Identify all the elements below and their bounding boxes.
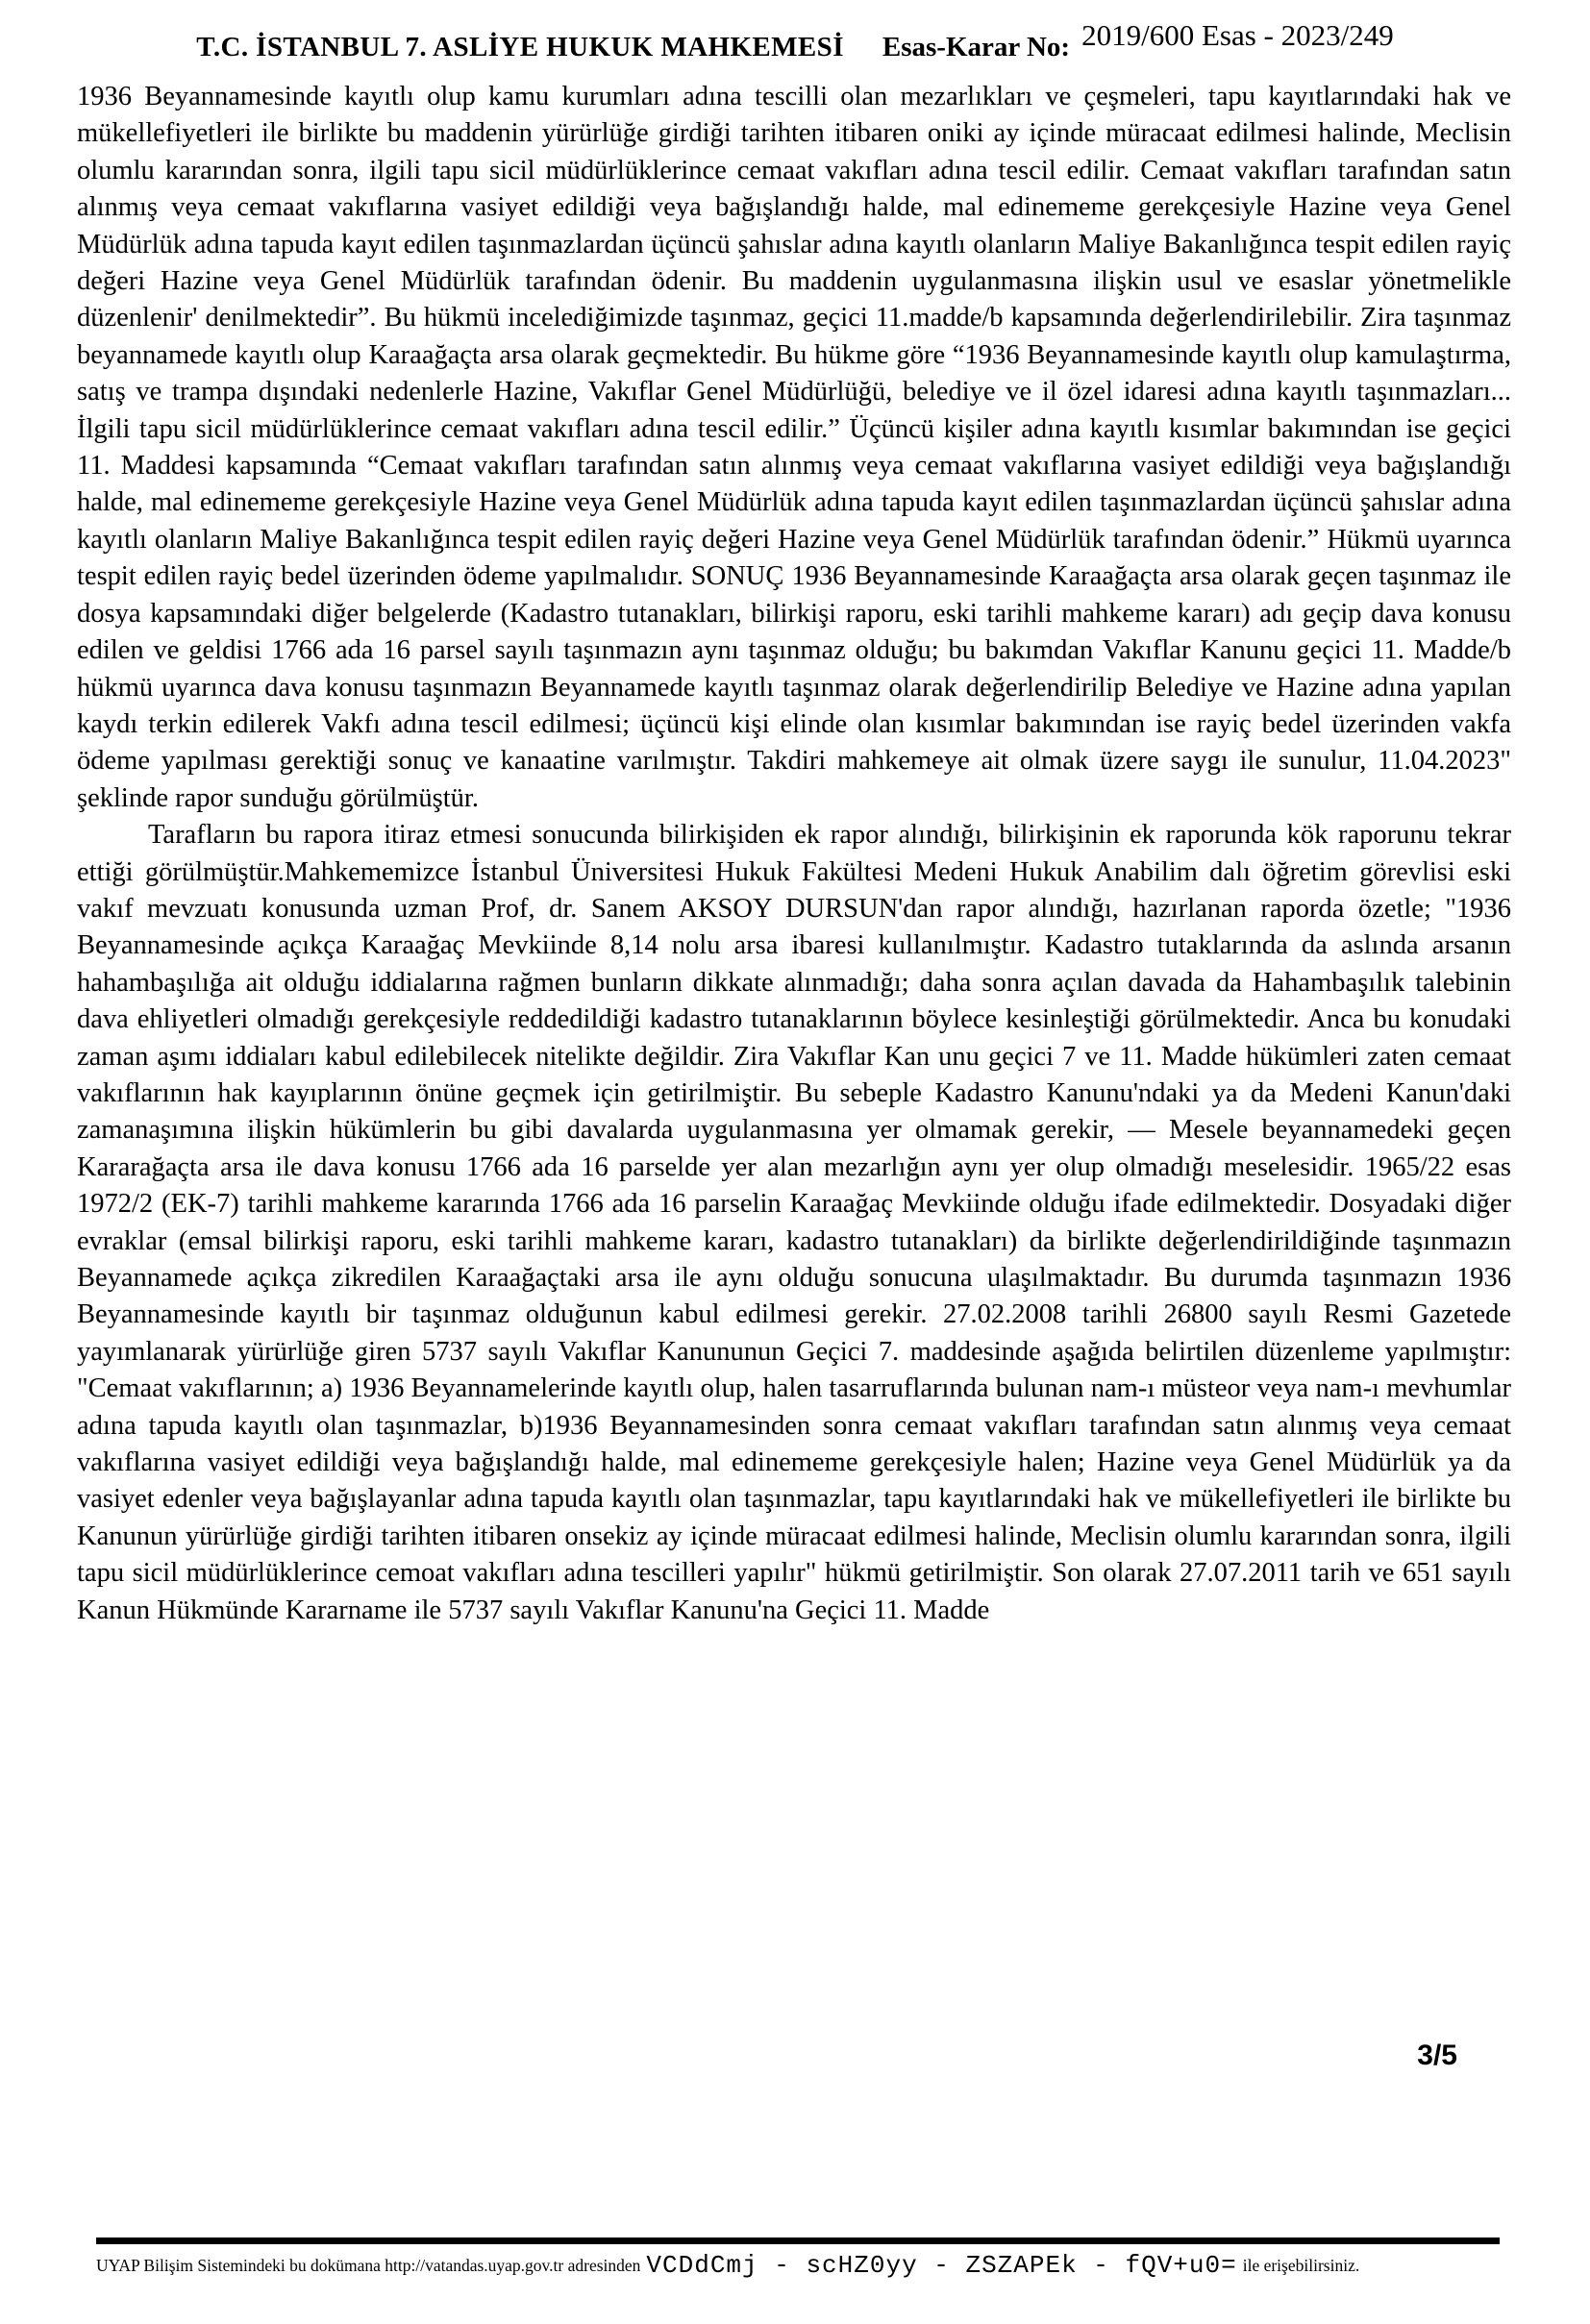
document-header	[0, 18, 1590, 63]
footer-access-code: VCDdCmj - scHZ0yy - ZSZAPEk - fQV+u0=	[646, 2251, 1237, 2280]
footer-access-line	[96, 2251, 1500, 2280]
page-number: 3/5	[1417, 2040, 1457, 2071]
footer-suffix-text: ile erişebilirsiniz.	[1242, 2255, 1360, 2275]
esas-karar-value: 2019/600 Esas - 2023/249	[1081, 18, 1394, 52]
document-body	[77, 79, 1511, 1629]
footer-divider	[96, 2237, 1500, 2244]
document-footer	[96, 2237, 1500, 2280]
court-title: T.C. İSTANBUL 7. ASLİYE HUKUK MAHKEMESİ	[196, 32, 844, 62]
esas-karar-label: Esas-Karar No:	[882, 32, 1071, 62]
body-paragraph-1: 1936 Beyannamesinde kayıtlı olup kamu kurumları adına tescilli olan mezarlıkları ve çeşmeleri, tapu kayıtlarındaki hak ve mükellefiyetleri ile birlikte bu maddenin yürürlüğe girdiği tarihten itibaren oniki ay içinde müracaat edilmesi halinde, Meclisin olumlu kararından sonra, ilgili tapu sicil müdürlüklerince cemaat vakıfları adına tescil edilir. Cemaat vakıfları tarafından satın alınmış veya cemaat vakıflarına vasiyet edildiği veya bağışlandığı halde, mal edinememe gerekçesiyle Hazine veya Genel Müdürlük adına tapuda kayıt edilen taşınmazlardan üçüncü şahıslar adına kayıtlı olanların Maliye Bakanlığınca tespit edilen rayiç değeri Hazine veya Genel Müdürlük tarafından ödenir. Bu maddenin uygulanmasına ilişkin usul ve esaslar yönetmelikle düzenlenir' denilmektedir”. Bu hükmü incelediğimizde taşınmaz, geçici 11.madde/b kapsamında değerlendirilebilir. Zira taşınmaz beyannamede kayıtlı olup Karaağaçta arsa olarak geçmektedir. Bu hükme göre “1936 Beyannamesinde kayıtlı olup kamulaştırma, satış ve trampa dışındaki nedenlerle Hazine, Vakıflar Genel Müdürlüğü, belediye ve il özel idaresi adına kayıtlı taşınmazları... İlgili tapu sicil müdürlüklerince cemaat vakıfları adına tescil edilir.” Üçüncü kişiler adına kayıtlı kısımlar bakımından ise geçici 11. Maddesi kapsamında “Cemaat vakıfları tarafından satın alınmış veya cemaat vakıflarına vasiyet edildiği veya bağışlandığı halde, mal edinememe gerekçesiyle Hazine veya Genel Müdürlük adına tapuda kayıt edilen taşınmazlardan üçüncü şahıslar adına kayıtlı olanların Maliye Bakanlığınca tespit edilen rayiç değeri Hazine veya Genel Müdürlük tarafından ödenir.” Hükmü uyarınca tespit edilen rayiç bedel üzerinden ödeme yapılmalıdır. SONUÇ 1936 Beyannamesinde Karaağaçta arsa olarak geçen taşınmaz ile dosya kapsamındaki diğer belgelerde (Kadastro tutanakları, bilirkişi raporu, eski tarihli mahkeme kararı) adı geçip dava konusu edilen ve geldisi 1766 ada 16 parsel sayılı taşınmazın aynı taşınmaz olduğu; bu bakımdan Vakıflar Kanunu geçici 11. Madde/b hükmü uyarınca dava konusu taşınmazın Beyannamede kayıtlı taşınmaz olarak değerlendirilip Belediye ve Hazine adına yapılan kaydı terkin edilerek Vakfı adına tescil edilmesi; üçüncü kişi elinde olan kısımlar bakımından ise rayiç bedel üzerinden vakfa ödeme yapılması gerektiği sonuç ve kanaatine varılmıştır. Takdiri mahkemeye ait olmak üzere saygı ile sunulur, 11.04.2023" şeklinde rapor sunduğu görülmüştür.	[77, 82, 1511, 813]
body-paragraph-2: Tarafların bu rapora itiraz etmesi sonucunda bilirkişiden ek rapor alındığı, bilirkişinin ek raporunda kök raporunu tekrar ettiği görülmüştür.Mahkememizce İstanbul Üniversitesi Hukuk Fakültesi Medeni Hukuk Anabilim dalı öğretim görevlisi eski vakıf mevzuatı konusunda uzman Prof, dr. Sanem AKSOY DURSUN'dan rapor alındığı, hazırlanan raporda özetle; "1936 Beyannamesinde açıkça Karaağaç Mevkiinde 8,14 nolu arsa ibaresi kullanılmıştır. Kadastro tutaklarında da aslında arsanın hahambaşılığa ait olduğu iddialarına rağmen bunların dikkate alınmadığı; daha sonra açılan davada da Hahambaşılık talebinin dava ehliyetleri olmadığı gerekçesiyle reddedildiği kadastro tutanaklarının böylece kesinleştiği görülmektedir. Anca bu konudaki zaman aşımı iddiaları kabul edilebilecek nitelikte değildir. Zira Vakıflar Kan unu geçici 7 ve 11. Madde hükümleri zaten cemaat vakıflarının hak kayıplarının önüne geçmek için getirilmiştir. Bu sebeple Kadastro Kanunu'ndaki ya da Medeni Kanun'daki zamanaşımına ilişkin hükümlerin bu gibi davalarda uygulanmasına yer olmamak gerekir, — Mesele beyannamedeki geçen Kararağaçta arsa ile dava konusu 1766 ada 16 parselde yer alan mezarlığın aynı yer olup olmadığı meselesidir. 1965/22 esas 1972/2 (EK-7) tarihli mahkeme kararında 1766 ada 16 parselin Karaağaç Mevkiinde olduğu ifade edilmektedir. Dosyadaki diğer evraklar (emsal bilirkişi raporu, eski tarihli mahkeme kararı, kadastro tutanakları) da birlikte değerlendirildiğinde taşınmazın Beyannamede açıkça zikredilen Karaağaçtaki arsa ile aynı olduğu sonucuna ulaşılmaktadır. Bu durumda taşınmazın 1936 Beyannamesinde kayıtlı bir taşınmaz olduğunun kabul edilmesi gerekir. 27.02.2008 tarihli 26800 sayılı Resmi Gazetede yayımlanarak yürürlüğe giren 5737 sayılı Vakıflar Kanununun Geçici 7. maddesinde aşağıda belirtilen düzenleme yapılmıştır: "Cemaat vakıflarının; a) 1936 Beyannamelerinde kayıtlı olup, halen tasarruflarında bulunan nam-ı müsteor veya nam-ı mevhumlar adına tapuda kayıtlı olan taşınmazlar, b)1936 Beyannamesinden sonra cemaat vakıfları tarafından satın alınmış veya cemaat vakıflarına vasiyet edildiği veya bağışlandığı halde, mal edinememe gerekçesiyle halen; Hazine veya Genel Müdürlük ya da vasiyet edenler veya bağışlayanlar adına tapuda kayıtlı olan taşınmazlar, tapu kayıtlarındaki hak ve mükellefiyetleri ile birlikte bu Kanunun yürürlüğe girdiği tarihten itibaren onsekiz ay içinde müracaat edilmesi halinde, Meclisin olumlu kararından sonra, ilgili tapu sicil müdürlüklerince cemoat vakıfları adına tescilleri yapılır" hükmü getirilmiştir. Son olarak 27.07.2011 tarih ve 651 sayılı Kanun Hükmünde Kararname ile 5737 sayılı Vakıflar Kanunu'na Geçici 11. Madde	[77, 820, 1511, 1625]
footer-prefix-text: UYAP Bilişim Sistemindeki bu dokümana http://vatandas.uyap.gov.tr adresinden	[96, 2255, 641, 2275]
